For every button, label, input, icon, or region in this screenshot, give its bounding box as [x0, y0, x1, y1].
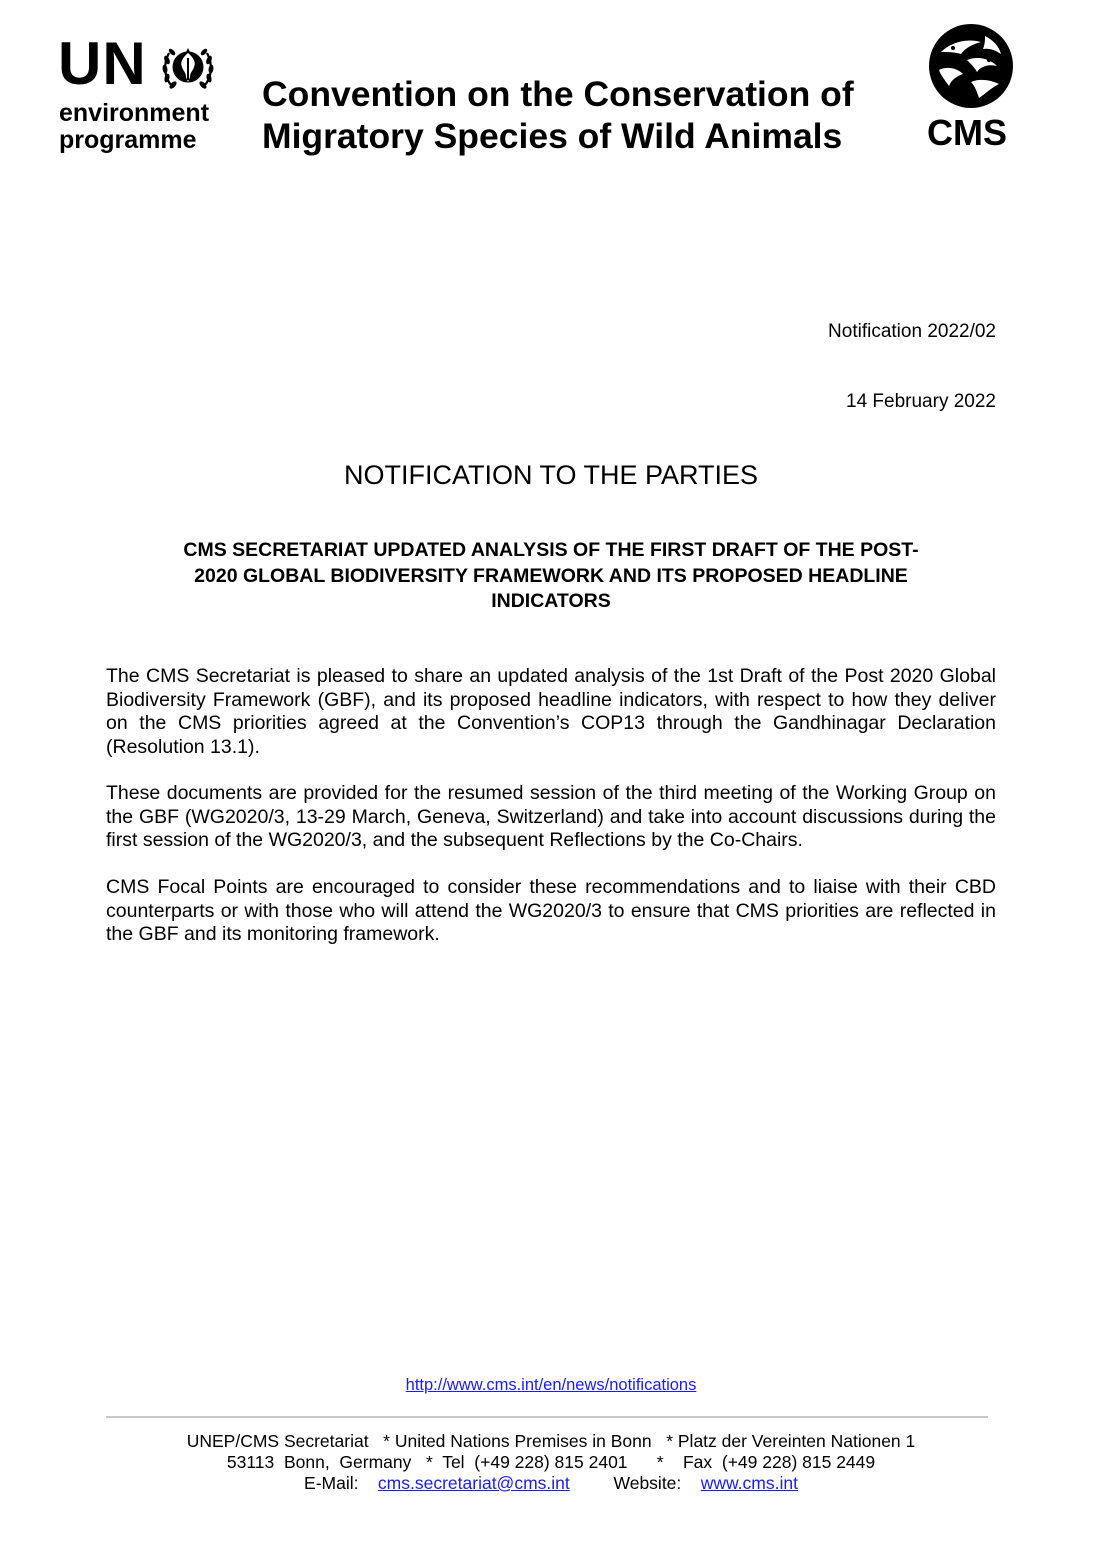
un-globe-laurel-icon	[158, 36, 218, 96]
subject-line-2: 2020 GLOBAL BIODIVERSITY FRAMEWORK AND ITS PROPOSED HEADLINE	[194, 564, 908, 587]
page-title: NOTIFICATION TO THE PARTIES	[343, 460, 759, 490]
footer-address-line-2: 53113 Bonn, Germany * Tel (+49 228) 815 2401 * Fax (+49 228) 815 2449	[226, 1452, 876, 1472]
footer-notifications-link-wrap	[0, 1375, 1102, 1395]
un-logo-sub-line-2: programme	[59, 126, 197, 154]
body-paragraph-2: These documents are provided for the resumed session of the third meeting of the Working Group on the GBF (WG2020/3, 13-29 March, Geneva, Switzerland) and take into account discussions during the first session of the WG2020/3, and the subsequent Reflections by the Co-Chairs.	[106, 782, 996, 851]
email-link[interactable]: cms.secretariat@cms.int	[377, 1473, 570, 1493]
cms-logo-text: CMS	[927, 112, 1007, 153]
notification-subject	[106, 538, 996, 615]
cms-animals-circle-icon	[927, 22, 1015, 110]
subject-line-1: CMS SECRETARIAT UPDATED ANALYSIS OF THE FIRST DRAFT OF THE POST-	[183, 539, 919, 561]
footer-divider	[106, 1416, 988, 1418]
notification-number: Notification 2022/02	[828, 321, 996, 342]
footer-address-line-1: UNEP/CMS Secretariat * United Nations Premises in Bonn * Platz der Vereinten Nationen 1	[186, 1431, 916, 1451]
cms-logo	[925, 22, 1017, 152]
convention-title	[262, 73, 854, 157]
un-logo-text: UN	[58, 30, 147, 97]
un-environment-logo	[58, 30, 228, 154]
notification-date: 14 February 2022	[846, 391, 996, 412]
convention-title-line-2: Migratory Species of Wild Animals	[262, 116, 843, 156]
un-logo-sub-line-1: environment	[59, 99, 210, 127]
body-paragraph-3: CMS Focal Points are encouraged to consider these recommendations and to liaise with their CBD counterparts or with those who will attend the WG2020/3 to ensure that CMS priorities are reflected in the GBF and its monitoring framework.	[106, 876, 996, 945]
footer-contact-line	[0, 1473, 1102, 1494]
email-label: E-Mail:	[304, 1473, 359, 1493]
notifications-link[interactable]: http://www.cms.int/en/news/notifications	[405, 1376, 697, 1394]
subject-line-3: INDICATORS	[491, 590, 611, 612]
body-paragraph-1: The CMS Secretariat is pleased to share an updated analysis of the 1st Draft of the Post 2020 Global Biodiversity Framework (GBF), and its proposed headline indicators, with respect to how they deliver on the CMS priorities agreed at the Convention’s COP13 through the Gandhinagar Declaration (Resolution 13.1).	[106, 665, 996, 758]
convention-title-line-1: Convention on the Conservation of	[262, 74, 854, 114]
website-label: Website:	[613, 1473, 682, 1493]
un-logo-subtitle	[59, 100, 209, 154]
website-link[interactable]: www.cms.int	[700, 1473, 798, 1493]
